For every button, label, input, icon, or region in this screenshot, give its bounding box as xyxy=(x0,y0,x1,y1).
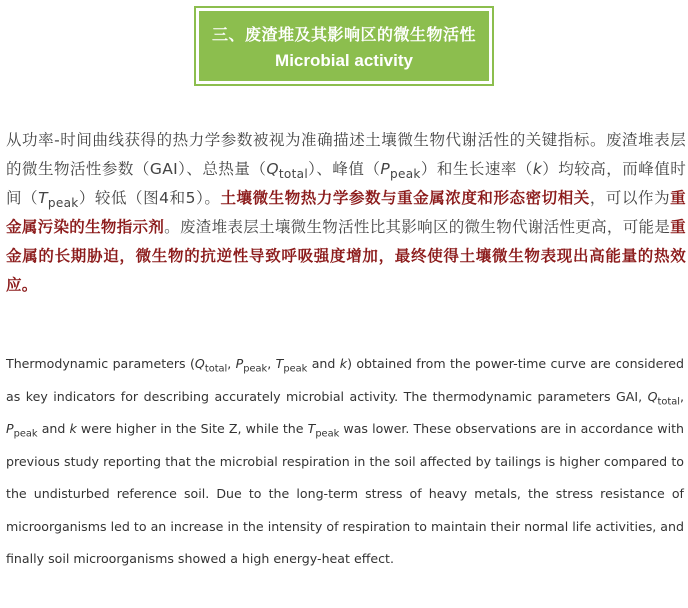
en-text: , xyxy=(267,356,276,371)
zh-var-k: k xyxy=(532,160,543,178)
en-sub-peak: peak xyxy=(283,363,308,375)
english-paragraph xyxy=(6,348,684,576)
zh-sub-peak: peak xyxy=(390,167,421,182)
en-var-p: P xyxy=(235,356,244,371)
en-var-t: T xyxy=(307,421,316,436)
section-title-english: Microbial activity xyxy=(275,51,413,70)
en-text: Thermodynamic parameters ( xyxy=(6,356,195,371)
zh-text: ）、峰值（ xyxy=(307,160,381,178)
en-var-t: T xyxy=(275,356,284,371)
zh-text: 从功率-时间曲线获得的热力学参数被视为准确描述土壤微生物代谢活性的关键指标。废渣堆表层的微生物活性参数（GAI）、总热量（ xyxy=(6,131,686,178)
en-text: ) obtained from the power-time curve are considered as key indicators for describing accurately microbial activity. The thermodynamic parameters GAI, xyxy=(6,356,685,404)
zh-text: ，可以作为 xyxy=(589,189,671,207)
en-var-k: k xyxy=(69,421,77,436)
zh-text: ）均较高，而峰值时间（ xyxy=(6,160,686,207)
en-var-k: k xyxy=(339,356,348,371)
en-var-q: Q xyxy=(194,356,205,371)
en-text: were higher in the Site Z, while the xyxy=(76,421,308,436)
chinese-paragraph xyxy=(6,126,686,300)
en-text: was lower. These observations are in accordance with previous study reporting that the microbial respiration in the soil affected by tailings is higher compared to the undisturbed reference soil. Due to the long-term stress of heavy metals, the stress resistance of microorganisms led to an increase in the intensity of respiration to maintain their normal life activities, and finally soil microorganisms showed a high energy-heat effect. xyxy=(6,421,685,566)
en-sub-peak: peak xyxy=(243,363,268,375)
en-text: and xyxy=(37,421,70,436)
zh-var-t: T xyxy=(38,189,48,207)
zh-var-q: Q xyxy=(266,160,279,178)
en-sub-total: total xyxy=(657,395,680,407)
section-title-chinese: 三、废渣堆及其影响区的微生物活性 xyxy=(211,25,476,44)
en-text: , xyxy=(227,356,236,371)
zh-highlight-1: 土壤微生物热力学参数与重金属浓度和形态密切相关 xyxy=(220,189,590,207)
en-var-q: Q xyxy=(647,388,658,404)
en-text: , xyxy=(679,388,684,404)
zh-sub-peak: peak xyxy=(47,196,79,211)
zh-highlight-2: 重金属污染的生物指示剂 xyxy=(6,189,686,236)
en-text: and xyxy=(307,356,340,371)
en-sub-peak: peak xyxy=(13,428,38,440)
zh-text: 。废渣堆表层土壤微生物活性比其影响区的微生物代谢活性更高，可能是 xyxy=(164,218,671,236)
zh-text: ）和生长速率（ xyxy=(420,160,533,178)
en-sub-total: total xyxy=(204,363,228,375)
en-var-p: P xyxy=(6,421,14,436)
section-title-box xyxy=(196,8,492,84)
zh-highlight-3: 重金属的长期胁迫，微生物的抗逆性导致呼吸强度增加，最终使得土壤微生物表现出高能量的热效应。 xyxy=(6,218,686,294)
zh-sub-total: total xyxy=(278,167,308,182)
zh-var-p: P xyxy=(380,160,391,178)
zh-text: ）较低（图4和5）。 xyxy=(78,189,221,207)
en-sub-peak: peak xyxy=(315,428,340,440)
